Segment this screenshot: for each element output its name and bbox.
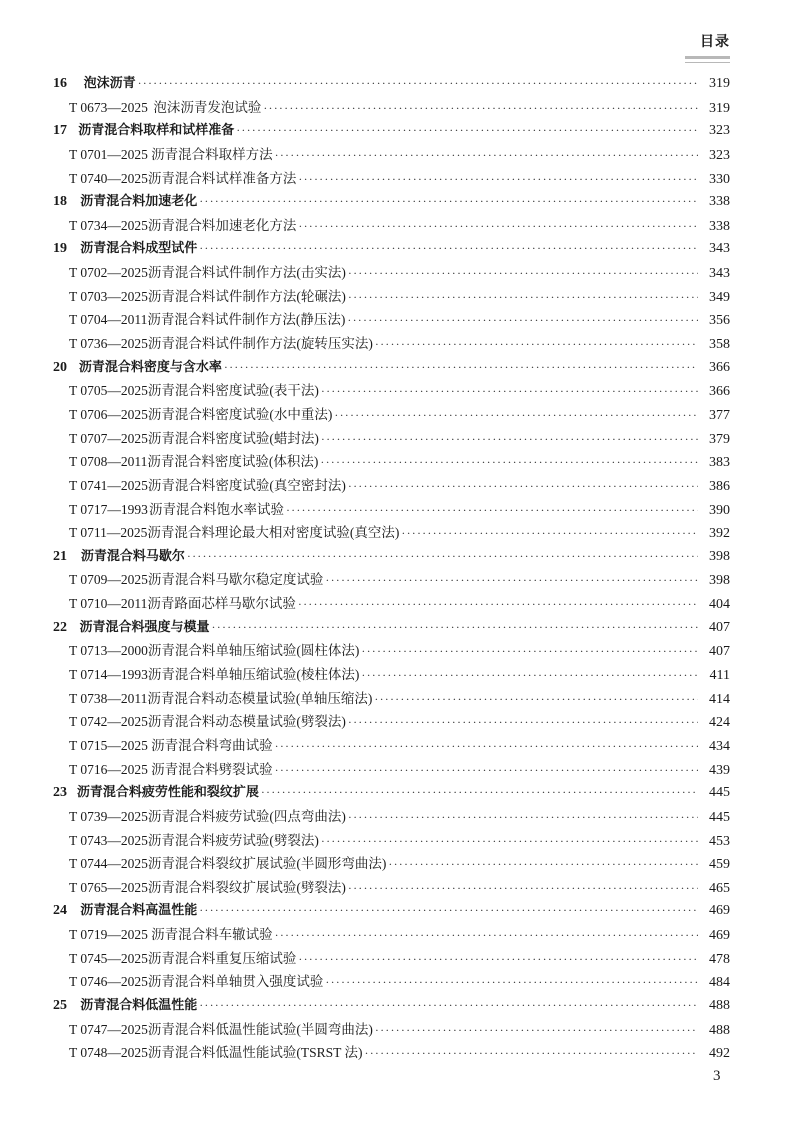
toc-section-entry[interactable]	[53, 285, 730, 309]
entry-title: 沥青混合料加速老化	[80, 194, 198, 210]
toc-section-entry[interactable]	[53, 568, 730, 592]
dot-leader	[388, 853, 698, 877]
entry-title: 沥青混合料密度试验(水中重法)	[147, 406, 333, 422]
toc-section-entry[interactable]	[53, 96, 730, 120]
dot-leader	[374, 688, 698, 712]
entry-page-number: 386	[709, 478, 730, 494]
dot-leader	[325, 971, 698, 995]
dot-leader	[263, 97, 698, 121]
page-number: 3	[713, 1068, 721, 1084]
entry-page-number: 439	[709, 762, 730, 778]
standard-code: T 0673—2025	[69, 99, 148, 115]
entry-page-number: 488	[709, 997, 730, 1013]
entry-title: 沥青混合料裂纹扩展试验(劈裂法)	[147, 879, 346, 895]
toc-section-entry[interactable]	[53, 829, 730, 853]
toc-section-entry[interactable]	[53, 167, 730, 191]
toc-section-entry[interactable]	[53, 427, 730, 451]
dot-leader	[199, 237, 698, 261]
toc-section-entry[interactable]	[53, 1041, 730, 1065]
entry-page-number: 349	[709, 289, 730, 305]
toc-section-entry[interactable]	[53, 805, 730, 829]
standard-code: T 0765—2025	[69, 879, 148, 895]
standard-code: T 0742—2025	[69, 714, 148, 730]
dot-leader	[348, 262, 698, 286]
entry-page-number: 383	[709, 455, 730, 471]
entry-title: 沥青混合料低温性能	[80, 997, 198, 1013]
entry-page-number: 459	[709, 857, 730, 873]
dot-leader	[275, 924, 698, 948]
toc-chapter-entry[interactable]	[53, 72, 730, 96]
toc-section-entry[interactable]	[53, 923, 730, 947]
entry-title: 沥青混合料密度试验(真空密封法)	[147, 477, 346, 493]
toc-chapter-entry[interactable]	[53, 616, 730, 640]
standard-code: T 0703—2025	[69, 288, 148, 304]
entry-page-number: 465	[709, 880, 730, 896]
entry-title: 沥青混合料试件制作方法(旋转压实法)	[147, 336, 373, 352]
toc-section-entry[interactable]	[53, 474, 730, 498]
dot-leader	[236, 119, 698, 143]
entry-page-number: 453	[709, 833, 730, 849]
standard-code: T 0747—2025	[69, 1021, 148, 1037]
entry-title: 沥青混合料高温性能	[80, 903, 198, 919]
entry-title: 泡沫沥青	[83, 76, 136, 91]
entry-title: 沥青混合料取样和试样准备	[78, 123, 235, 139]
entry-page-number: 379	[709, 431, 730, 447]
chapter-number: 25	[53, 997, 67, 1013]
dot-leader	[347, 309, 698, 333]
toc-section-entry[interactable]	[53, 970, 730, 994]
dot-leader	[199, 899, 698, 923]
entry-title: 沥青混合料疲劳性能和裂纹扩展	[76, 785, 259, 801]
entry-page-number: 319	[709, 100, 730, 116]
entry-title: 沥青混合料马歇尔稳定度试验	[147, 572, 324, 588]
standard-code: T 0702—2025	[69, 265, 148, 281]
entry-page-number: 338	[709, 194, 730, 210]
standard-code: T 0707—2025	[69, 430, 148, 446]
entry-page-number: 469	[709, 928, 730, 944]
running-header-title: 目录	[700, 34, 730, 50]
toc-section-entry[interactable]	[53, 710, 730, 734]
dot-leader	[401, 522, 698, 546]
entry-title: 沥青混合料强度与模量	[79, 619, 210, 635]
standard-code: T 0744—2025	[69, 856, 148, 872]
toc-chapter-entry[interactable]	[53, 190, 730, 214]
entry-page-number: 478	[709, 951, 730, 967]
entry-title: 沥青混合料低温性能试验(半圆弯曲法)	[147, 1021, 373, 1037]
chapter-number: 18	[53, 194, 67, 210]
toc-chapter-entry[interactable]	[53, 237, 730, 261]
dot-leader	[286, 499, 698, 523]
entry-title: 沥青混合料加速老化方法	[147, 217, 297, 233]
standard-code: T 0704—2011	[69, 312, 148, 328]
standard-code: T 0738—2011	[69, 690, 148, 706]
entry-title: 沥青混合料密度试验(蜡封法)	[147, 430, 319, 446]
dot-leader	[375, 1019, 698, 1043]
entry-page-number: 392	[709, 526, 730, 542]
toc-section-entry[interactable]	[53, 332, 730, 356]
table-of-contents	[53, 72, 730, 1065]
dot-leader	[321, 830, 698, 854]
standard-code: T 0736—2025	[69, 336, 148, 352]
dot-leader	[348, 877, 698, 901]
entry-page-number: 398	[709, 548, 730, 564]
dot-leader	[199, 994, 698, 1018]
entry-page-number: 343	[709, 241, 730, 257]
entry-title: 沥青混合料疲劳试验(劈裂法)	[147, 832, 319, 848]
entry-title: 沥青混合料车辙试验	[151, 927, 273, 943]
dot-leader	[348, 475, 698, 499]
dot-leader	[224, 356, 698, 380]
chapter-number: 16	[53, 76, 67, 91]
standard-code: T 0748—2025	[69, 1045, 148, 1061]
entry-page-number: 469	[709, 903, 730, 919]
entry-page-number: 411	[709, 668, 730, 684]
entry-title: 沥青混合料动态模量试验(劈裂法)	[147, 714, 346, 730]
dot-leader	[298, 168, 698, 192]
toc-section-entry[interactable]	[53, 521, 730, 545]
standard-code: T 0711—2025	[69, 525, 148, 541]
entry-page-number: 407	[709, 619, 730, 635]
dot-leader	[199, 190, 698, 214]
header-rule	[685, 56, 730, 59]
entry-title: 沥青混合料密度试验(表干法)	[147, 383, 319, 399]
dot-leader	[138, 72, 698, 96]
standard-code: T 0717—1993	[69, 501, 148, 517]
dot-leader	[361, 640, 698, 664]
dot-leader	[298, 215, 698, 239]
chapter-number: 20	[53, 359, 67, 375]
toc-section-entry[interactable]	[53, 592, 730, 616]
entry-title: 沥青混合料单轴压缩试验(棱柱体法)	[147, 667, 360, 683]
entry-page-number: 424	[709, 715, 730, 731]
entry-page-number: 404	[709, 597, 730, 613]
dot-leader	[298, 948, 698, 972]
standard-code: T 0713—2000	[69, 643, 148, 659]
standard-code: T 0710—2011	[69, 596, 148, 612]
entry-page-number: 484	[709, 975, 730, 991]
toc-section-entry[interactable]	[53, 947, 730, 971]
dot-leader	[365, 1042, 698, 1066]
entry-page-number: 330	[709, 171, 730, 187]
standard-code: T 0706—2025	[69, 406, 148, 422]
entry-title: 泡沫沥青发泡试验	[153, 99, 262, 115]
toc-section-entry[interactable]	[53, 403, 730, 427]
entry-page-number: 445	[709, 809, 730, 825]
chapter-number: 22	[53, 619, 67, 635]
dot-leader	[275, 735, 698, 759]
toc-chapter-entry[interactable]	[53, 119, 730, 143]
dot-leader	[320, 451, 698, 475]
entry-title: 沥青混合料劈裂试验	[151, 761, 273, 777]
entry-page-number: 323	[709, 123, 730, 139]
standard-code: T 0715—2025	[69, 737, 148, 753]
entry-page-number: 445	[709, 785, 730, 801]
entry-title: 沥青混合料马歇尔	[80, 548, 185, 564]
standard-code: T 0705—2025	[69, 383, 148, 399]
entry-title: 沥青混合料试样准备方法	[147, 170, 297, 186]
entry-title: 沥青混合料饱水率试验	[148, 501, 284, 517]
entry-page-number: 398	[709, 573, 730, 589]
toc-section-entry[interactable]	[53, 261, 730, 285]
dot-leader	[321, 428, 698, 452]
toc-section-entry[interactable]	[53, 308, 730, 332]
entry-title: 沥青混合料密度与含水率	[78, 359, 222, 375]
standard-code: T 0716—2025	[69, 761, 148, 777]
header-rule-thin	[685, 62, 730, 63]
entry-title: 沥青混合料动态模量试验(单轴压缩法)	[147, 690, 373, 706]
entry-title: 沥青混合料单轴压缩试验(圆柱体法)	[147, 643, 360, 659]
dot-leader	[298, 593, 698, 617]
entry-page-number: 356	[709, 313, 730, 329]
standard-code: T 0709—2025	[69, 572, 148, 588]
entry-page-number: 338	[709, 218, 730, 234]
toc-chapter-entry[interactable]	[53, 545, 730, 569]
dot-leader	[275, 144, 698, 168]
dot-leader	[275, 759, 698, 783]
dot-leader	[321, 380, 698, 404]
entry-title: 沥青混合料试件制作方法(静压法)	[147, 312, 346, 328]
toc-chapter-entry[interactable]	[53, 899, 730, 923]
entry-page-number: 323	[709, 147, 730, 163]
dot-leader	[212, 616, 698, 640]
entry-page-number: 319	[709, 76, 730, 91]
entry-page-number: 390	[709, 502, 730, 518]
entry-title: 沥青路面芯样马歇尔试验	[147, 596, 296, 612]
entry-page-number: 407	[709, 644, 730, 660]
toc-section-entry[interactable]	[53, 663, 730, 687]
entry-title: 沥青混合料试件制作方法(轮碾法)	[147, 288, 346, 304]
toc-section-entry[interactable]	[53, 143, 730, 167]
toc-section-entry[interactable]	[53, 450, 730, 474]
entry-title: 沥青混合料单轴贯入强度试验	[147, 974, 324, 990]
entry-title: 沥青混合料裂纹扩展试验(半圆形弯曲法)	[147, 856, 387, 872]
standard-code: T 0745—2025	[69, 950, 148, 966]
standard-code: T 0740—2025	[69, 170, 148, 186]
entry-title: 沥青混合料取样方法	[151, 146, 273, 162]
standard-code: T 0734—2025	[69, 217, 148, 233]
toc-section-entry[interactable]	[53, 758, 730, 782]
chapter-number: 19	[53, 241, 67, 257]
toc-section-entry[interactable]	[53, 852, 730, 876]
entry-title: 沥青混合料重复压缩试验	[147, 950, 297, 966]
chapter-number: 21	[53, 548, 67, 564]
entry-page-number: 492	[709, 1046, 730, 1062]
standard-code: T 0739—2025	[69, 808, 148, 824]
toc-chapter-entry[interactable]	[53, 994, 730, 1018]
standard-code: T 0743—2025	[69, 832, 148, 848]
entry-page-number: 414	[709, 691, 730, 707]
toc-section-entry[interactable]	[53, 687, 730, 711]
dot-leader	[325, 569, 698, 593]
toc-chapter-entry[interactable]	[53, 781, 730, 805]
toc-section-entry[interactable]	[53, 214, 730, 238]
chapter-number: 24	[53, 903, 67, 919]
toc-section-entry[interactable]	[53, 639, 730, 663]
dot-leader	[375, 333, 698, 357]
entry-title: 沥青混合料弯曲试验	[151, 737, 273, 753]
dot-leader	[261, 781, 698, 805]
toc-section-entry[interactable]	[53, 1018, 730, 1042]
entry-page-number: 377	[709, 407, 730, 423]
entry-page-number: 366	[709, 359, 730, 375]
dot-leader	[187, 545, 698, 569]
dot-leader	[348, 806, 698, 830]
entry-page-number: 343	[709, 266, 730, 282]
entry-page-number: 434	[709, 738, 730, 754]
entry-title: 沥青混合料密度试验(体积法)	[147, 454, 319, 470]
chapter-number: 23	[53, 785, 67, 801]
entry-title: 沥青混合料理论最大相对密度试验(真空法)	[147, 525, 400, 541]
chapter-number: 17	[53, 123, 67, 139]
standard-code: T 0714—1993	[69, 667, 148, 683]
entry-title: 沥青混合料成型试件	[80, 241, 198, 257]
standard-code: T 0746—2025	[69, 974, 148, 990]
entry-title: 沥青混合料试件制作方法(击实法)	[147, 265, 346, 281]
dot-leader	[334, 404, 698, 428]
toc-section-entry[interactable]	[53, 379, 730, 403]
toc-section-entry[interactable]	[53, 734, 730, 758]
entry-title: 沥青混合料疲劳试验(四点弯曲法)	[147, 808, 346, 824]
entry-page-number: 358	[709, 337, 730, 353]
entry-page-number: 366	[709, 384, 730, 400]
entry-title: 沥青混合料低温性能试验(TSRST 法)	[147, 1045, 363, 1061]
standard-code: T 0701—2025	[69, 146, 148, 162]
toc-section-entry[interactable]	[53, 498, 730, 522]
standard-code: T 0719—2025	[69, 927, 148, 943]
standard-code: T 0741—2025	[69, 477, 148, 493]
standard-code: T 0708—2011	[69, 454, 148, 470]
toc-chapter-entry[interactable]	[53, 356, 730, 380]
dot-leader	[348, 711, 698, 735]
entry-page-number: 488	[709, 1022, 730, 1038]
dot-leader	[348, 286, 698, 310]
dot-leader	[361, 664, 698, 688]
toc-section-entry[interactable]	[53, 876, 730, 900]
